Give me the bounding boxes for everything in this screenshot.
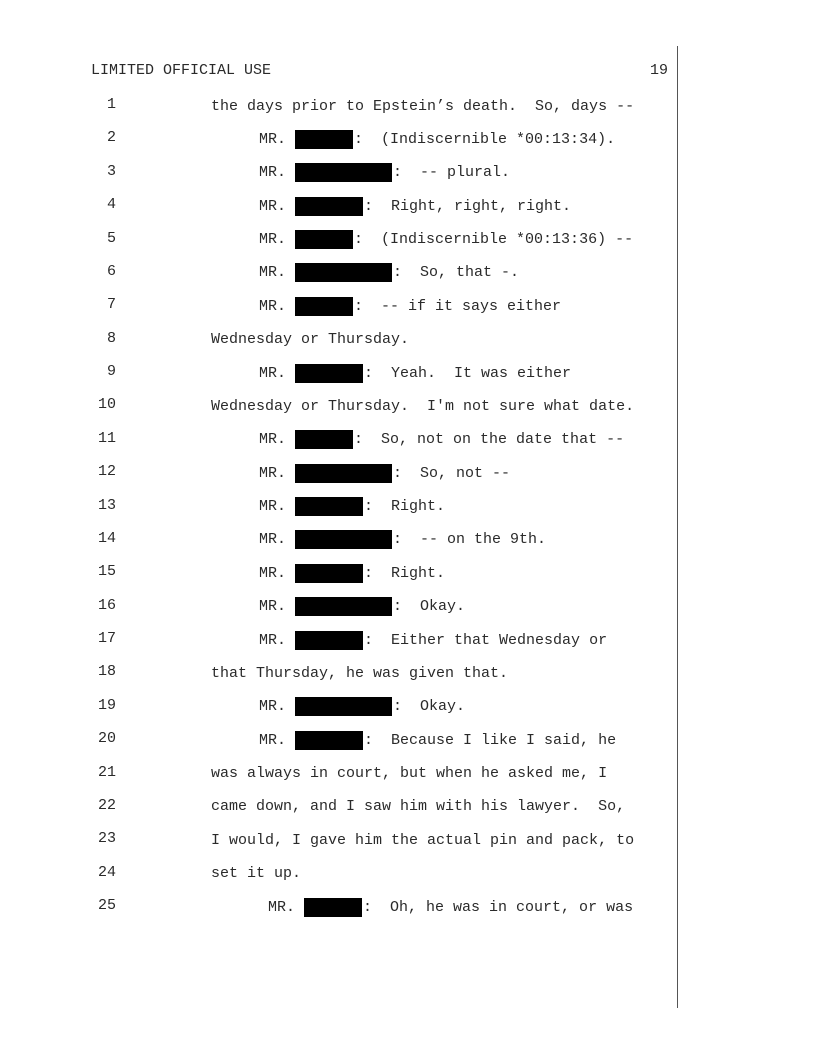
speaker-prefix: MR. xyxy=(259,130,287,148)
line-number: 19 xyxy=(97,696,116,714)
speech-text: Okay. xyxy=(420,698,466,716)
speaker-turn xyxy=(259,497,445,517)
line-number: 15 xyxy=(97,563,116,581)
redaction-block xyxy=(295,197,363,216)
line-number: 1 xyxy=(106,96,116,113)
transcript-line xyxy=(0,797,816,819)
speaker-colon: : xyxy=(364,631,374,649)
redaction-block xyxy=(304,898,362,917)
speaker-turn xyxy=(259,697,465,717)
speaker-colon: : xyxy=(354,297,364,315)
transcript-line xyxy=(0,396,816,418)
transcript-line xyxy=(0,363,816,385)
line-number: 14 xyxy=(97,529,116,547)
speech-text: So, that -. xyxy=(420,264,520,282)
redaction-block xyxy=(295,297,353,316)
line-number: 3 xyxy=(106,162,116,180)
transcript-text: was always in court, but when he asked me, I xyxy=(211,765,608,782)
speaker-turn xyxy=(268,897,633,917)
transcript-line xyxy=(0,296,816,318)
transcript-line xyxy=(0,897,816,919)
speaker-prefix: MR. xyxy=(259,431,287,449)
speech-text: Okay. xyxy=(420,598,466,616)
page-number: 19 xyxy=(649,62,668,79)
redaction-block xyxy=(295,230,353,249)
speaker-turn xyxy=(259,597,465,617)
transcript-text: Wednesday or Thursday. xyxy=(211,331,410,349)
transcript-line xyxy=(0,864,816,886)
transcript-line xyxy=(0,497,816,519)
speaker-colon: : xyxy=(393,264,403,282)
speaker-colon: : xyxy=(393,531,403,549)
speaker-colon: : xyxy=(364,197,374,215)
speaker-colon: : xyxy=(364,564,374,582)
transcript-line xyxy=(0,430,816,452)
speaker-prefix: MR. xyxy=(268,898,296,916)
redaction-block xyxy=(295,631,363,650)
speech-text: -- if it says either xyxy=(381,297,562,315)
redaction-block xyxy=(295,130,353,149)
transcript-line xyxy=(0,830,816,852)
line-number: 12 xyxy=(97,463,116,481)
speaker-prefix: MR. xyxy=(259,264,287,282)
speaker-colon: : xyxy=(354,231,364,248)
speaker-colon: : xyxy=(364,498,374,515)
redaction-block xyxy=(295,697,392,716)
transcript-line xyxy=(0,129,816,151)
speaker-prefix: MR. xyxy=(259,698,287,716)
speaker-turn xyxy=(259,263,519,283)
redaction-block xyxy=(295,597,392,616)
speaker-turn xyxy=(259,163,510,183)
speech-text: So, not on the date that -- xyxy=(381,431,625,449)
speaker-prefix: MR. xyxy=(259,164,287,182)
speaker-colon: : xyxy=(393,698,403,716)
redaction-block xyxy=(295,530,392,549)
speaker-prefix: MR. xyxy=(259,598,287,616)
speaker-prefix: MR. xyxy=(259,231,287,248)
line-number: 22 xyxy=(97,796,116,814)
speech-text: Right. xyxy=(391,564,446,582)
line-number: 13 xyxy=(97,496,116,514)
transcript-line xyxy=(0,463,816,485)
transcript-line xyxy=(0,663,816,685)
speaker-colon: : xyxy=(364,731,374,749)
speaker-colon: : xyxy=(393,164,403,182)
speaker-prefix: MR. xyxy=(259,631,287,649)
speaker-colon: : xyxy=(363,898,373,916)
speech-text: Right, right, right. xyxy=(391,197,572,215)
speaker-turn xyxy=(259,296,561,316)
redaction-block xyxy=(295,430,353,449)
line-number: 7 xyxy=(106,296,116,314)
transcript-text: the days prior to Epstein’s death. So, days -- xyxy=(211,97,635,115)
transcript-line xyxy=(0,163,816,185)
speaker-colon: : xyxy=(393,464,403,482)
speaker-turn xyxy=(259,730,616,750)
transcript-line xyxy=(0,196,816,218)
speaker-turn xyxy=(259,630,607,650)
line-number: 20 xyxy=(97,730,116,748)
speaker-turn xyxy=(259,230,633,250)
speaker-turn xyxy=(259,463,510,483)
speaker-prefix: MR. xyxy=(259,564,287,582)
line-number: 2 xyxy=(106,129,116,147)
classification-header: LIMITED OFFICIAL USE xyxy=(91,62,272,79)
line-number: 25 xyxy=(97,897,116,914)
speaker-prefix: MR. xyxy=(259,731,287,749)
transcript-line xyxy=(0,330,816,352)
line-number: 6 xyxy=(106,262,116,280)
speaker-turn xyxy=(259,363,571,383)
line-number: 24 xyxy=(97,863,116,881)
speaker-prefix: MR. xyxy=(259,531,287,549)
transcript-text: set it up. xyxy=(211,865,302,883)
line-number: 4 xyxy=(106,196,116,214)
line-number: 8 xyxy=(106,329,116,347)
speaker-prefix: MR. xyxy=(259,364,287,382)
line-number: 18 xyxy=(97,663,116,681)
speech-text: So, not -- xyxy=(420,464,511,482)
line-number: 11 xyxy=(97,429,116,447)
speaker-turn xyxy=(259,196,571,216)
speaker-prefix: MR. xyxy=(259,297,287,315)
speaker-colon: : xyxy=(354,431,364,449)
transcript-line xyxy=(0,563,816,585)
transcript-text: came down, and I saw him with his lawyer. So, xyxy=(211,798,626,816)
transcript-line xyxy=(0,230,816,252)
line-number: 17 xyxy=(97,630,116,647)
speaker-colon: : xyxy=(354,130,364,148)
redaction-block xyxy=(295,564,363,583)
redaction-block xyxy=(295,497,363,516)
transcript-line xyxy=(0,263,816,285)
speech-text: Either that Wednesday or xyxy=(391,631,608,649)
speaker-prefix: MR. xyxy=(259,498,287,515)
transcript-text: that Thursday, he was given that. xyxy=(211,664,509,682)
speaker-turn xyxy=(259,563,445,583)
speech-text: -- on the 9th. xyxy=(420,531,547,549)
redaction-block xyxy=(295,263,392,282)
speech-text: Yeah. It was either xyxy=(391,364,572,382)
speaker-colon: : xyxy=(364,364,374,382)
line-number: 5 xyxy=(106,229,116,247)
speaker-colon: : xyxy=(393,598,403,616)
redaction-block xyxy=(295,464,392,483)
speech-text: Oh, he was in court, or was xyxy=(390,898,634,916)
transcript-line xyxy=(0,597,816,619)
transcript-text: I would, I gave him the actual pin and pack, to xyxy=(211,831,635,849)
speaker-prefix: MR. xyxy=(259,197,287,215)
speaker-turn xyxy=(259,530,546,550)
speaker-prefix: MR. xyxy=(259,464,287,482)
transcript-line xyxy=(0,697,816,719)
speaker-turn xyxy=(259,129,615,149)
line-number: 16 xyxy=(97,596,116,614)
speaker-turn xyxy=(259,430,624,450)
speech-text: -- plural. xyxy=(420,164,511,182)
line-number: 23 xyxy=(97,830,116,848)
transcript-line xyxy=(0,730,816,752)
line-number: 10 xyxy=(97,396,116,414)
redaction-block xyxy=(295,731,363,750)
transcript-line xyxy=(0,764,816,786)
line-number: 21 xyxy=(97,763,116,781)
speech-text: (Indiscernible *00:13:34). xyxy=(381,130,616,148)
transcript-text: Wednesday or Thursday. I'm not sure what date. xyxy=(211,397,635,415)
transcript-line xyxy=(0,96,816,118)
speech-text: (Indiscernible *00:13:36) -- xyxy=(381,231,634,248)
redaction-block xyxy=(295,364,363,383)
redaction-block xyxy=(295,163,392,182)
transcript-line xyxy=(0,630,816,652)
transcript-line xyxy=(0,530,816,552)
speech-text: Right. xyxy=(391,498,446,515)
line-number: 9 xyxy=(106,363,116,380)
speech-text: Because I like I said, he xyxy=(391,731,617,749)
